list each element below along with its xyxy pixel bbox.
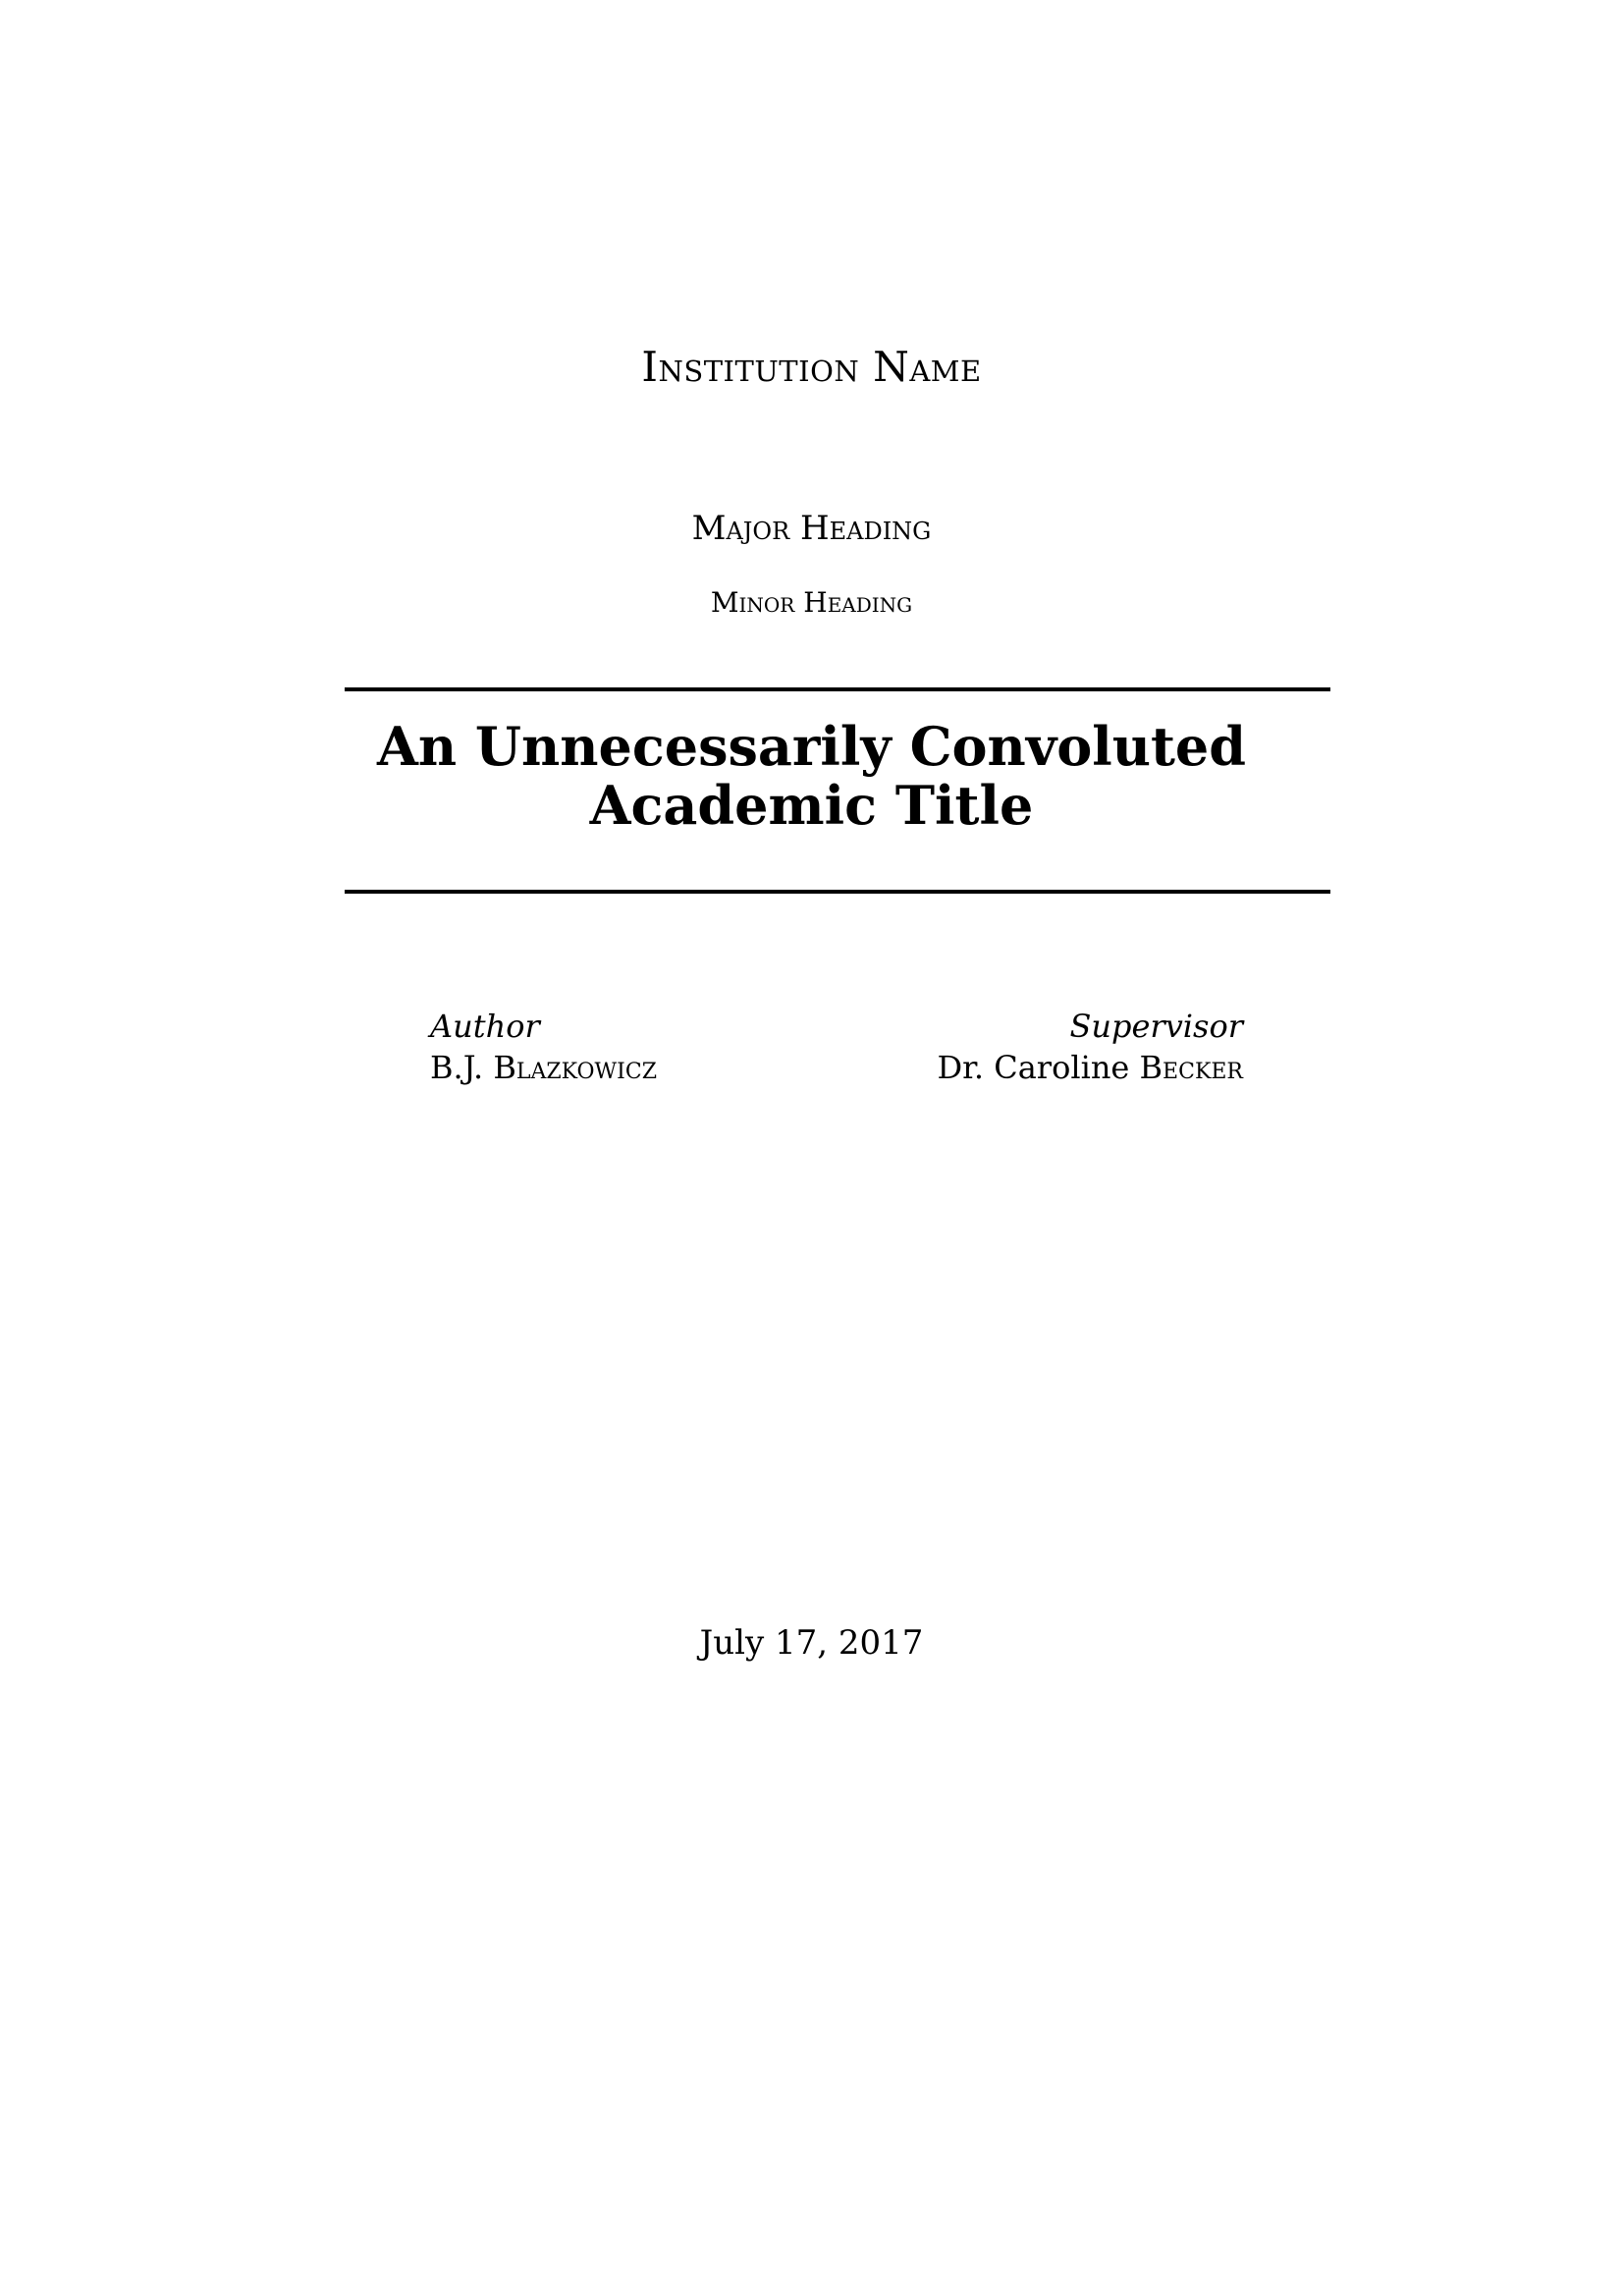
minor-heading: Minor Heading	[710, 586, 913, 619]
submission-date: July 17, 2017	[699, 1623, 924, 1663]
supervisor-label: Supervisor	[1069, 1008, 1243, 1045]
document-title	[0, 717, 1623, 835]
document-title-line-2: Academic Title	[589, 774, 1034, 837]
major-heading: Major Heading	[691, 509, 932, 548]
author-block	[430, 1006, 657, 1088]
supervisor-name-prefix: Dr. Caroline	[937, 1049, 1140, 1086]
author-surname: Blazkowicz	[493, 1049, 657, 1086]
title-top-rule	[345, 687, 1330, 691]
supervisor-surname: Becker	[1139, 1049, 1243, 1086]
author-label: Author	[430, 1008, 540, 1045]
title-bottom-rule	[345, 890, 1330, 894]
institution-name: Institution Name	[641, 343, 982, 391]
document-title-line-1: An Unnecessarily Convoluted	[376, 715, 1247, 778]
author-name-prefix: B.J.	[430, 1049, 494, 1086]
author-name	[430, 1047, 657, 1088]
supervisor-block	[937, 1006, 1243, 1088]
supervisor-name	[937, 1047, 1243, 1088]
